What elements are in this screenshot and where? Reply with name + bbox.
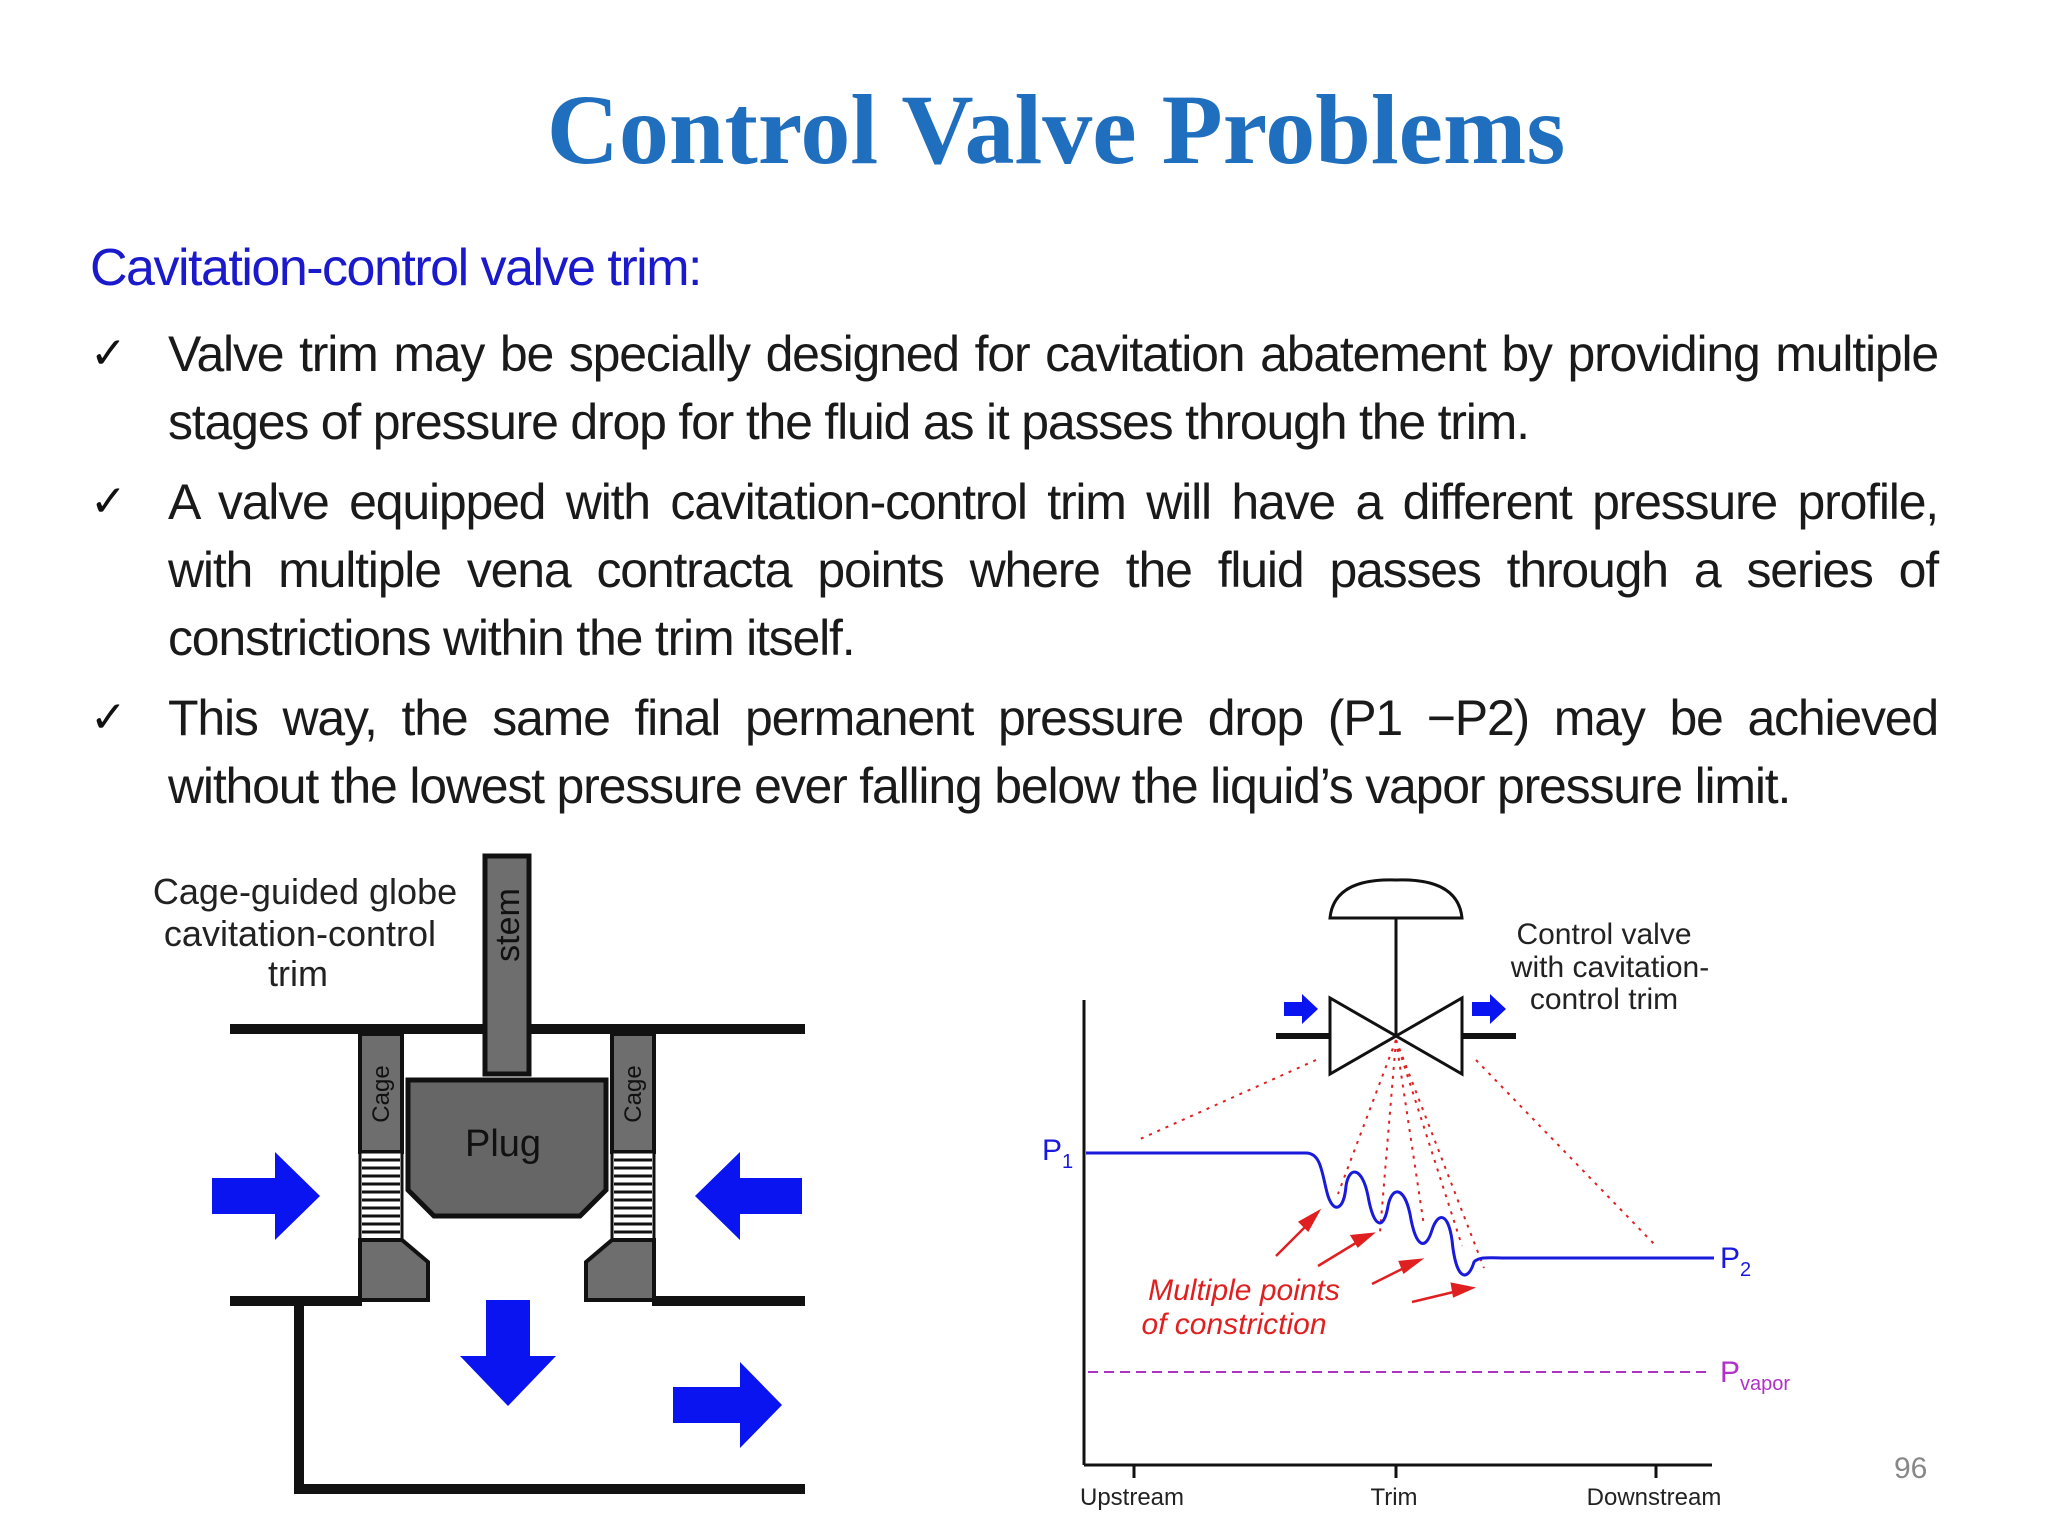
x-tick-label: Trim [1370, 1484, 1418, 1511]
trim-caption-line: cavitation-control [163, 913, 437, 954]
pvapor-label: $P_{vapor}$ [1720, 1356, 1791, 1395]
seat-right [586, 1240, 654, 1300]
constriction-label-line: Multiple points [1148, 1274, 1340, 1307]
pressure-profile-diagram [1000, 0, 2000, 1536]
checkmark-icon: ✓ [90, 476, 127, 527]
valve-actuator-icon [1330, 880, 1462, 918]
slide-title: Control Valve Problems [546, 74, 1566, 185]
flow-arrow-left-icon [695, 1152, 802, 1240]
flow-arrow-down-icon [460, 1300, 556, 1406]
page-number: 96 [1894, 1452, 1928, 1485]
p2-label: $P_2$ [1720, 1242, 1752, 1281]
section-subtitle: Cavitation-control valve trim: [90, 239, 701, 297]
stem-label: stem [489, 888, 527, 962]
bullet-text: Valve trim may be specially designed for cavitation abatement by providing multiple stages of pressure drop for the fluid as it passes through the trim. [168, 326, 1938, 450]
valve-caption-line: with cavitation- [1510, 951, 1710, 984]
cage-label-right: Cage [620, 1065, 647, 1123]
x-tick-label: Downstream [1586, 1484, 1722, 1511]
valve-body-left-icon [1330, 998, 1396, 1074]
plug-label: Plug [464, 1123, 542, 1165]
trim-caption-line: trim [268, 953, 328, 994]
constriction-label-line: of constriction [1141, 1308, 1327, 1341]
valve-body-right-icon [1396, 998, 1462, 1074]
pressure-profile-line [1086, 1153, 1714, 1275]
seat-left [360, 1240, 428, 1300]
bullet-text: This way, the same final permanent pressure drop (P1 −P2) may be achieved without the lowest pressure ever falling below the liquid’s vapor pressure limit. [168, 690, 1938, 814]
outflow-arrow-icon [1472, 994, 1506, 1024]
checkmark-icon: ✓ [90, 692, 127, 743]
trim-caption-line: Cage-guided globe [152, 871, 458, 912]
cage-ports-left [360, 1152, 402, 1240]
checkmark-icon: ✓ [90, 328, 127, 379]
valve-caption-line: control trim [1529, 983, 1679, 1016]
valve-caption-line: Control valve [1516, 918, 1692, 951]
bullet-text: A valve equipped with cavitation-control trim will have a different pressure profile, with multiple vena contracta points where the fluid passes through a series of constrictions within the trim itself. [168, 474, 1938, 666]
cage-trim-diagram [0, 0, 840, 1536]
p1-label: $P_1$ [1042, 1134, 1074, 1173]
flow-arrow-out-right-icon [673, 1362, 782, 1448]
cage-ports-right [612, 1152, 654, 1240]
x-tick-label: Upstream [1079, 1484, 1185, 1511]
flow-arrow-right-icon [212, 1152, 320, 1240]
cage-label-left: Cage [368, 1065, 395, 1123]
inflow-arrow-icon [1284, 994, 1318, 1024]
